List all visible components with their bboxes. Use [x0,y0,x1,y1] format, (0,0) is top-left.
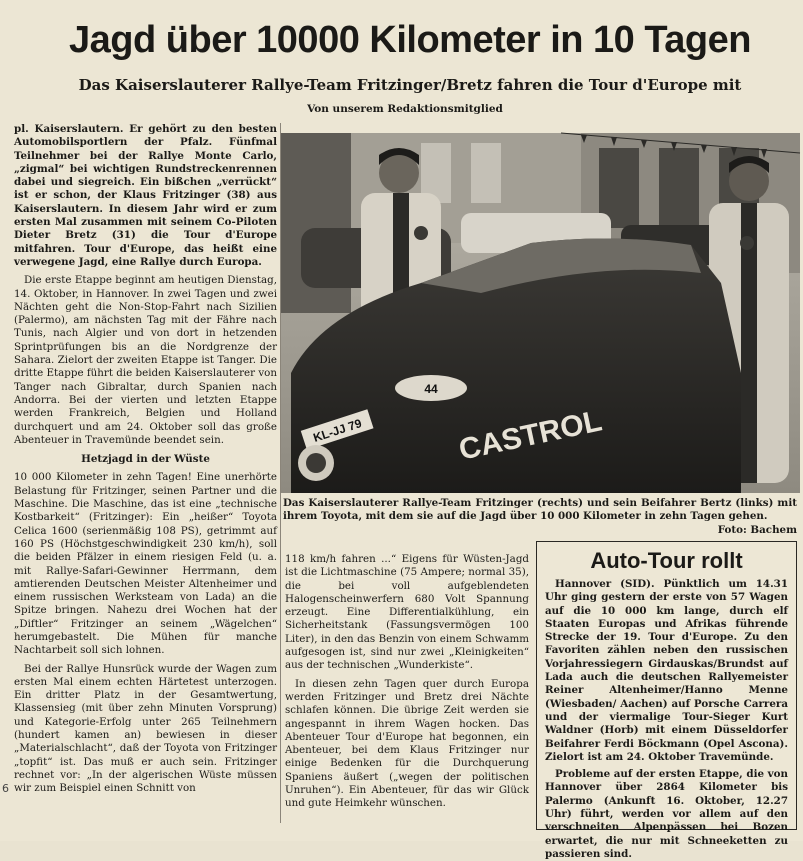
photo-caption [283,497,797,537]
team-photo [281,133,800,493]
sidebar-title: Auto-Tour rollt [590,548,743,573]
photo-credit: Foto: Bachem [717,523,797,536]
article-paragraph: 10 000 Kilometer in zehn Tagen! Eine unerhörte Belastung für Fritzinger, seinen Partner und die Maschine. Die Maschine, das ist eine „technische Kostbarkeit“ (Fritzinger): Ein „heißer“ Toyota Celica 1600 (serienmäßig 108 PS), getrimmt auf 160 PS (Höchstgeschwindigkeit 230 km/h), soll die beiden Pfälzer in einem riesigen Feld (u. a. mit Rallye-Safari-Gewinner Herrmann, dem amtierenden Deutschen Meister Altenheimer und einem russischen Werksteam von Lada) an die Spitze bringen. Nahezu drei Wochen hat der „Diftler“ Fritzinger an seinem „Wägelchen“ herumgebastelt. Die Mühen für manche Nachtarbeit soll sich lohnen. [14,471,277,657]
article-paragraph: 118 km/h fahren ...“ Eigens für Wüsten-Jagd ist die Lichtmaschine (75 Ampere; normal 35), die bei voll aufgeblendeten Halogenscheinwerfern 680 Volt Spannung erzeugt. Eine Differentialkühlung, ein Sicherheitstank (Fassungsvermögen 100 Liter), in den das Benzin von einem Schwamm aufgesogen ist, sind nur zwei „Kleinigkeiten“ aus der technischen „Wunderkiste“. [285,553,529,672]
edge-mark: 6 [2,782,9,795]
article-paragraph: In diesen zehn Tagen quer durch Europa werden Fritzinger und Bretz drei Nächte schlafen können. Die übrige Zeit werden sie angespannt in ihrem Wagen hocken. Das Abenteuer Tour d'Europe hat begonnen, ein Abenteuer, bei dem Klaus Fritzinger nur einige Bedenken für die Durchquerung Spaniens äußert („wegen der politischen Unruhen“). Ein Abenteuer, für das wir Glück und gute Heimkehr wünschen. [285,677,529,810]
license-plate: KL-JJ 79 [311,416,364,445]
article-column-middle [285,553,529,825]
sidebar-paragraph: Hannover (SID). Pünktlich um 14.31 Uhr ging gestern der erste von 57 Wagen auf die 10 000 km lange, durch elf Staaten Europas und Afrikas führende Strecke der 19. Tour d'Europe. Zu den Favoriten zählen neben den russischen Vorjahressiegern Girdauskas/Brundst auf Lada auch die deutschen Rallyemeister Reiner Altenheimer/Hanno Menne (Wiesbaden/ Aachen) auf Porsche Carrera und der viermalige Tour-Sieger Kurt Waldner (Horb) mit einem Düsseldorfer Beifahrer Ferdi Böckmann (Opel Ascona). Zielort ist am 24. Oktober Travemünde. [545,578,788,763]
article-paragraph: Bei der Rallye Hunsrück wurde der Wagen zum ersten Mal einem echten Härtetest unterzogen. Ein dritter Platz in der Gesamtwertung, Klassensieg (mit über zehn Minuten Vorsprung) und Kategorie-Erfolg unter 265 Teilnehmern (hundert kamen an) bewiesen in dieser „Materialschlacht“, daß der Toyota von Fritzinger „topfit“ ist. Das muß er auch sein. Fritzinger rechnet vor: „In der algerischen Wüste müssen wir zum Beispiel einen Schnitt von [14,662,277,795]
sidebar-paragraph: Probleme auf der ersten Etappe, die von Hannover über 2864 Kilometer bis Palermo (Ankunft 16. Oktober, 12.27 Uhr) führt, werden vor allem auf den verschneiten Alpenpässen bei Bozen erwartet, die nur mit Schneeketten zu passieren sind. [545,768,788,860]
article-column-left [14,123,277,823]
article-lead: pl. Kaiserslautern. Er gehört zu den besten Automobilsportlern der Pfalz. Fünfmal Teilnehmer bei der Rallye Monte Carlo, „zigmal“ bei wichtigen Rundstreckenrennen dabei und siegreich. Ein bißchen „verrückt“ ist er schon, der Klaus Fritzinger (38) aus Kaiserslautern. In diesem Jahr wird er zum ersten Mal zusammen mit seinem Co-Piloten Dieter Bretz (31) die Tour d'Europe mitfahren. Tour d'Europe, das heißt eine verwegene Jagd, eine Rallye durch Europa. [14,123,277,268]
article-subtitle: Hetzjagd in der Wüste [81,453,210,466]
caption-text: Das Kaiserslauterer Rallye-Team Fritzinger (rechts) und sein Beifahrer Bertz (links) mit ihrem Toyota, mit dem sie auf die Jagd über 10 000 Kilometer in zehn Tagen gehen. [283,497,797,523]
sidebar-body [545,578,788,861]
byline: Von unserem Redaktionsmitglied [307,103,503,115]
car-number: 44 [424,382,438,396]
article-paragraph: Die erste Etappe beginnt am heutigen Dienstag, 14. Oktober, in Hannover. In zwei Tagen und zwei Nächten geht die Non-Stop-Fahrt nach Sizilien (Palermo), am nächsten Tag mit der Fähre nach Tunis, nach Algier und von dort in hetzenden Sprintprüfungen bis an die Nordgrenze der Sahara. Zielort der zweiten Etappe ist Tanger. Die dritte Etappe führt die beiden Kaiserslauterer von Tanger nach Gibraltar, durch Spanien nach Andorra. Bei der vierten und letzten Etappe werden Frankreich, Belgien und Holland durchquert und am 24. Oktober soll das große Abenteuer in Travemünde beendet sein. [14,274,277,446]
sidebar-box [536,541,797,860]
team-photo-illustration [281,133,800,493]
subhead: Das Kaiserslauterer Rallye-Team Fritzinger/Bretz fahren die Tour d'Europe mit [78,76,742,94]
car-sponsor-text: CASTROL [456,404,605,467]
headline: Jagd über 10000 Kilometer in 10 Tagen [69,19,751,61]
